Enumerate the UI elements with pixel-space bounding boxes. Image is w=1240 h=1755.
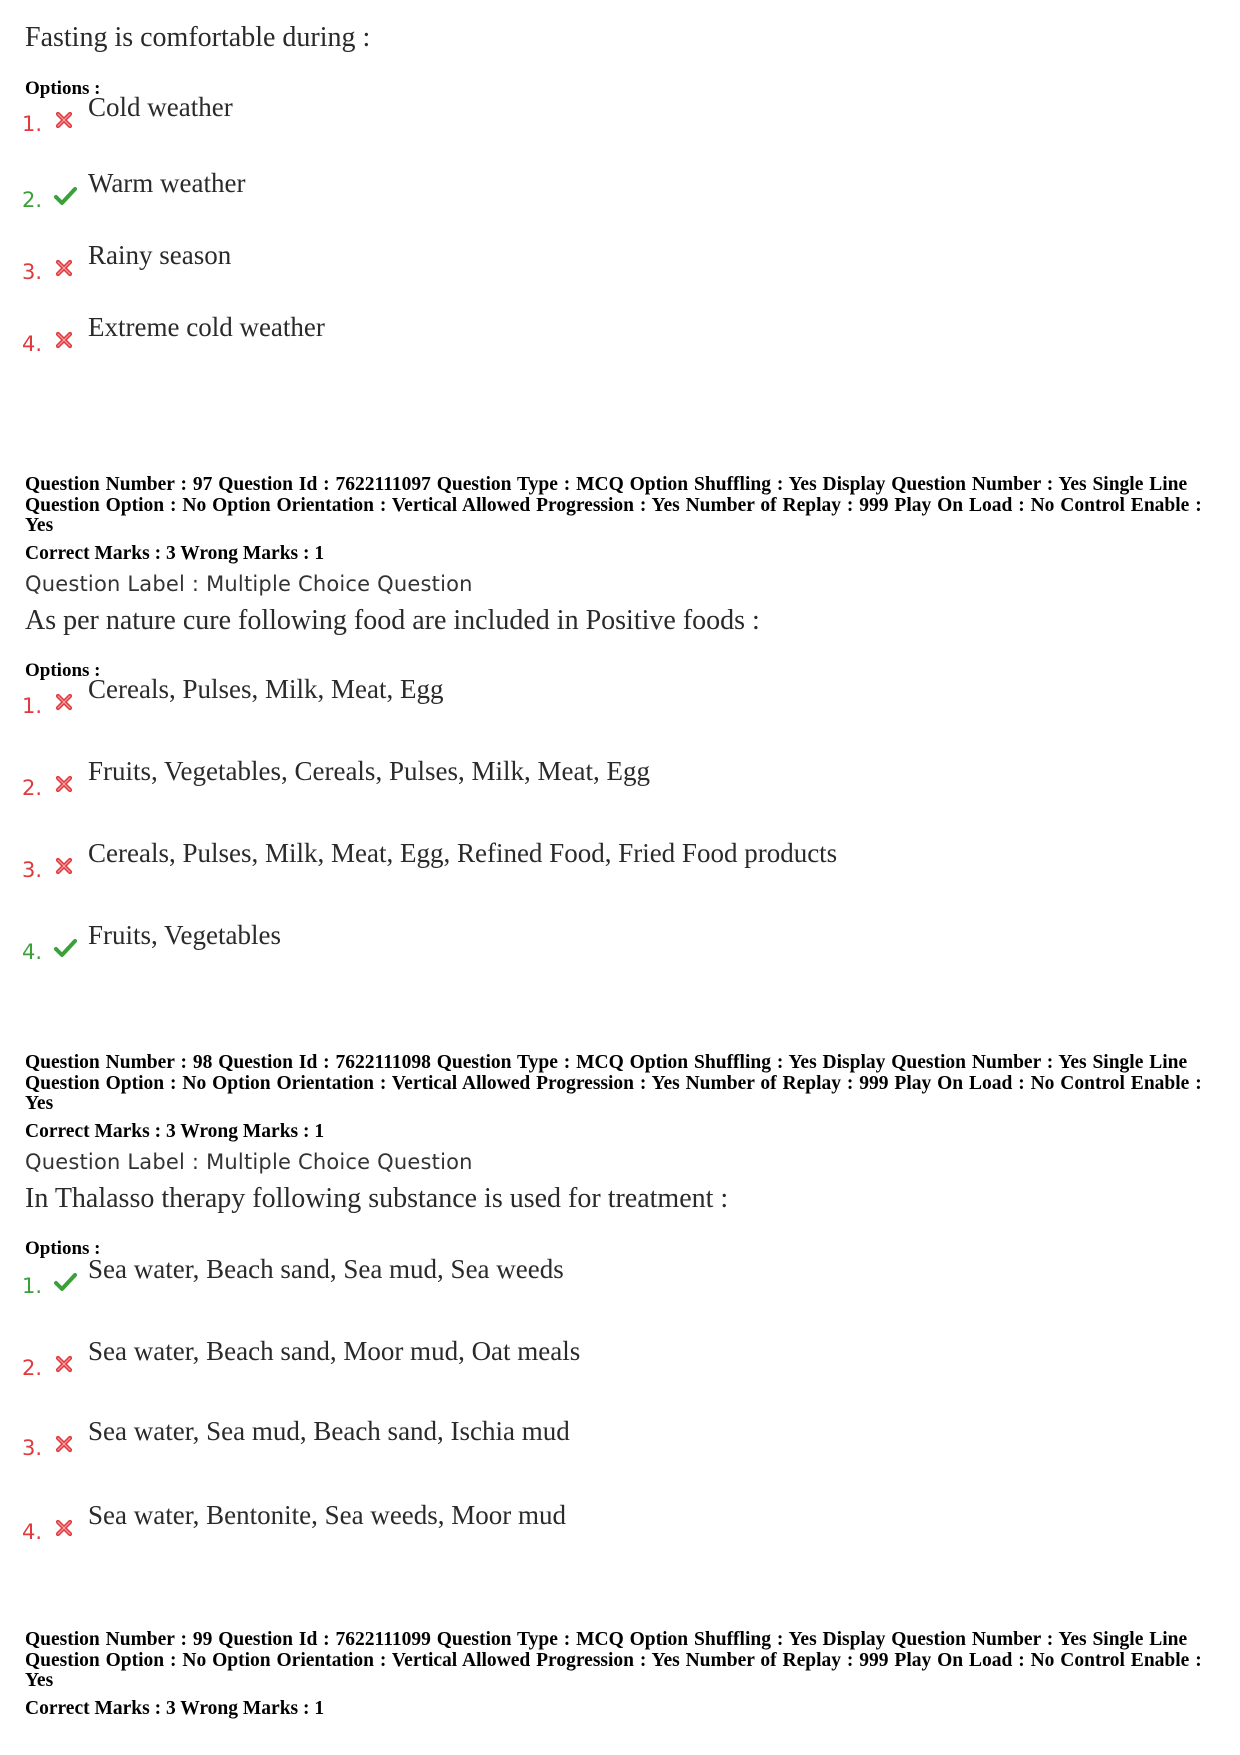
option-row [22, 920, 1172, 970]
cross-icon [52, 1432, 76, 1456]
question-label: Question Label : Multiple Choice Question [25, 1150, 473, 1174]
option-text: Fruits, Vegetables [88, 920, 281, 950]
option-number: 4. [22, 940, 43, 964]
option-number: 2. [22, 188, 43, 212]
question-text: In Thalasso therapy following substance is used for treatment : [25, 1183, 729, 1214]
cross-icon [52, 854, 76, 878]
question-text: As per nature cure following food are included in Positive foods : [25, 605, 760, 636]
option-row [22, 1254, 1172, 1304]
option-number: 4. [22, 1520, 43, 1544]
option-text: Cereals, Pulses, Milk, Meat, Egg [88, 674, 444, 704]
cross-icon [52, 256, 76, 280]
question-meta: Question Number : 97 Question Id : 7622111097 Question Type : MCQ Option Shuffling : Yes Display Question Number : Yes Single Line Question Option : No Option Orientation : Vertical Allowed Progression : Yes Number of Replay : 999 Play On Load : No Control Enable : Yes [25, 474, 1202, 536]
option-number: 3. [22, 858, 43, 882]
question-marks: Correct Marks : 3 Wrong Marks : 1 [25, 1698, 325, 1719]
option-text: Cold weather [88, 92, 233, 122]
option-row [22, 1416, 1172, 1466]
option-text: Fruits, Vegetables, Cereals, Pulses, Milk, Meat, Egg [88, 756, 650, 786]
cross-icon [52, 328, 76, 352]
option-text: Cereals, Pulses, Milk, Meat, Egg, Refined Food, Fried Food products [88, 838, 838, 868]
options-label: Options : [25, 1238, 101, 1259]
options-label: Options : [25, 78, 101, 99]
option-text: Warm weather [88, 168, 246, 198]
option-number: 1. [22, 694, 43, 718]
question-meta: Question Number : 99 Question Id : 7622111099 Question Type : MCQ Option Shuffling : Yes Display Question Number : Yes Single Line Question Option : No Option Orientation : Vertical Allowed Progression : Yes Number of Replay : 999 Play On Load : No Control Enable : Yes [25, 1629, 1202, 1691]
cross-icon [52, 772, 76, 796]
option-text: Rainy season [88, 240, 232, 270]
option-row [22, 240, 1172, 290]
option-row [22, 312, 1172, 362]
option-number: 2. [22, 776, 43, 800]
option-text: Sea water, Beach sand, Moor mud, Oat meals [88, 1336, 581, 1366]
option-number: 3. [22, 1436, 43, 1460]
option-row [22, 168, 1172, 218]
option-number: 3. [22, 260, 43, 284]
question-marks: Correct Marks : 3 Wrong Marks : 1 [25, 543, 325, 564]
question-text: Fasting is comfortable during : [25, 22, 371, 53]
option-text: Sea water, Sea mud, Beach sand, Ischia mud [88, 1416, 570, 1446]
option-row [22, 1500, 1172, 1550]
options-label: Options : [25, 660, 101, 681]
option-row [22, 92, 1172, 142]
option-text: Sea water, Bentonite, Sea weeds, Moor mud [88, 1500, 567, 1530]
option-number: 1. [22, 112, 43, 136]
question-marks: Correct Marks : 3 Wrong Marks : 1 [25, 1121, 325, 1142]
cross-icon [52, 690, 76, 714]
question-meta: Question Number : 98 Question Id : 7622111098 Question Type : MCQ Option Shuffling : Yes Display Question Number : Yes Single Line Question Option : No Option Orientation : Vertical Allowed Progression : Yes Number of Replay : 999 Play On Load : No Control Enable : Yes [25, 1052, 1202, 1114]
option-row [22, 1336, 1172, 1386]
option-row [22, 838, 1172, 888]
option-row [22, 756, 1172, 806]
cross-icon [52, 1516, 76, 1540]
option-number: 2. [22, 1356, 43, 1380]
check-icon [52, 1270, 76, 1294]
check-icon [52, 936, 76, 960]
cross-icon [52, 108, 76, 132]
option-row [22, 674, 1172, 724]
cross-icon [52, 1352, 76, 1376]
check-icon [52, 184, 76, 208]
option-number: 1. [22, 1274, 43, 1298]
option-text: Sea water, Beach sand, Sea mud, Sea weeds [88, 1254, 564, 1284]
option-number: 4. [22, 332, 43, 356]
option-text: Extreme cold weather [88, 312, 325, 342]
question-label: Question Label : Multiple Choice Question [25, 572, 473, 596]
